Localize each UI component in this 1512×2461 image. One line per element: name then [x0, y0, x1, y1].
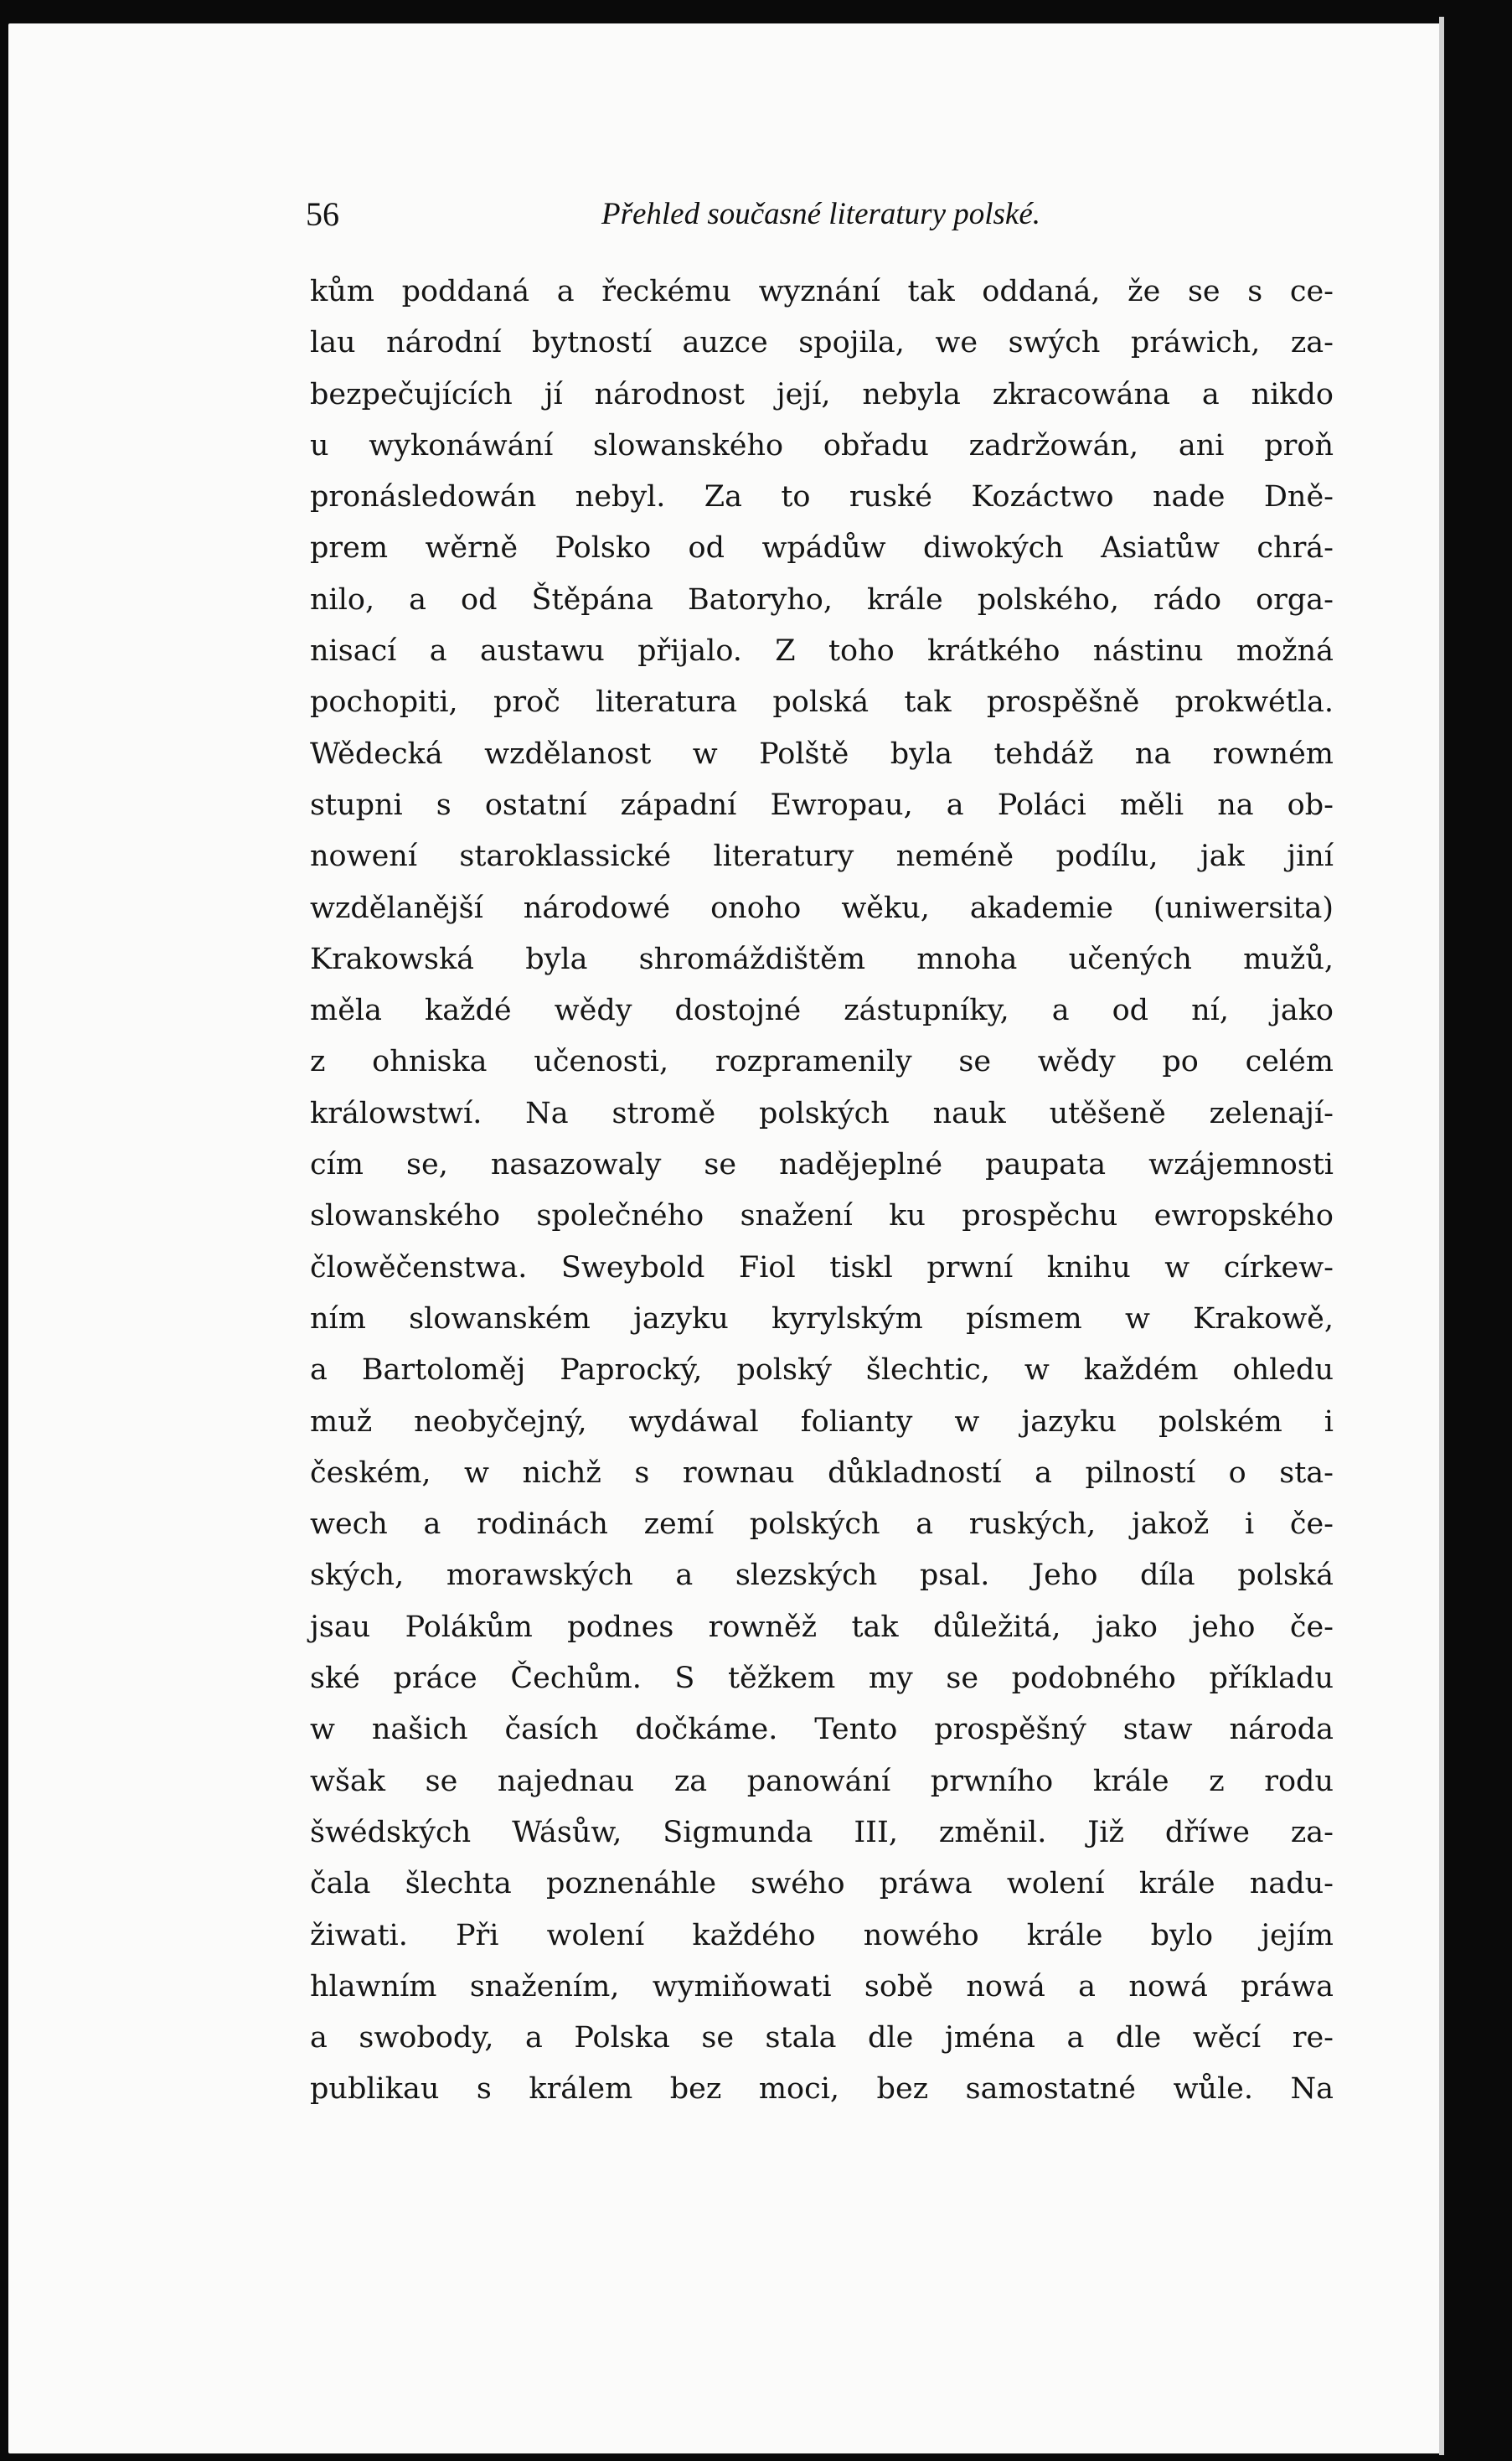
page-header [306, 189, 1336, 240]
text-line: prem wěrně Polsko od wpádůw diwokých Asiatůw chrá- [310, 531, 1334, 566]
text-line: Wědecká wzdělanost w Polště byla tehdáž na rowném [310, 737, 1334, 771]
page-number: 56 [306, 195, 339, 233]
text-line: nilo, a od Štěpána Batoryho, krále polského, rádo orga- [310, 582, 1334, 617]
text-line: cím se, nasazowaly se nadějeplné paupata wzájemnosti [310, 1148, 1334, 1182]
text-line: kům poddaná a řeckému wyznání tak oddaná, že se s ce- [310, 275, 1334, 308]
text-line: wech a rodinách zemí polských a ruských, jakož i če- [310, 1507, 1334, 1542]
text-line: pronásledowán nebyl. Za to ruské Kozáctwo nade Dně- [310, 480, 1334, 514]
text-line: a swobody, a Polska se stala dle jména a dle wěcí re- [310, 2021, 1334, 2055]
text-line: stupni s ostatní západní Ewropau, a Poláci měli na ob- [310, 788, 1334, 822]
text-line: nisací a austawu přijalo. Z toho krátkého nástinu možná [310, 634, 1334, 669]
text-line: jsau Polákům podnes rowněž tak důležitá, jako jeho če- [310, 1610, 1334, 1644]
text-line: w našich časích dočkáme. Tento prospěšný staw národa [310, 1713, 1334, 1747]
text-line: wzdělanější národowé onoho wěku, akademie (uniwersita) [310, 891, 1334, 925]
text-line: a Bartoloměj Paprocký, polský šlechtic, w každém ohledu [310, 1353, 1334, 1388]
body-text [310, 266, 1334, 2116]
text-line: publikau s králem bez moci, bez samostatné wůle. Na [310, 2072, 1334, 2107]
text-line: lau národní bytností auzce spojila, we swých práwich, za- [310, 326, 1334, 360]
text-line: Krakowská byla shromáždištěm mnoha učených mužů, [310, 942, 1334, 976]
text-line: ských, morawských a slezských psal. Jeho díla polská [310, 1559, 1334, 1593]
text-line: člowěčenstwa. Sweybold Fiol tiskl prwní knihu w církew- [310, 1250, 1334, 1285]
text-line: čala šlechta poznenáhle swého práwa wolení krále nadu- [310, 1867, 1334, 1901]
text-line: muž neobyčejný, wydáwal folianty w jazyku polském i [310, 1404, 1334, 1439]
text-line: ské práce Čechům. S těžkem my se podobného příkladu [310, 1662, 1334, 1696]
running-title: Přehled současné literatury polské. [601, 197, 1041, 231]
page-edge [1439, 17, 1444, 2455]
text-line: králowstwí. Na stromě polských nauk utěšeně zelenají- [310, 1096, 1334, 1130]
text-line: nowení staroklassické literatury neméně podílu, jak jiní [310, 840, 1334, 874]
text-line: pochopiti, proč literatura polská tak prospěšně prokwétla. [310, 685, 1334, 720]
text-line: šwédských Wásůw, Sigmunda III, změnil. Již dříwe za- [310, 1815, 1334, 1849]
text-line: měla každé wědy dostojné zástupníky, a od ní, jako [310, 994, 1334, 1028]
text-line: žiwati. Při wolení každého nowého krále bylo jejím [310, 1918, 1334, 1952]
text-line: z ohniska učenosti, rozpramenily se wědy po celém [310, 1045, 1334, 1079]
text-line: wšak se najednau za panowání prwního krále z rodu [310, 1764, 1334, 1798]
text-line: slowanského společného snažení ku prospěchu ewropského [310, 1199, 1334, 1233]
text-line: hlawním snažením, wymiňowati sobě nowá a nowá práwa [310, 1969, 1334, 2003]
text-line: českém, w nichž s rownau důkladností a pilností o sta- [310, 1455, 1334, 1490]
text-line: bezpečujících jí národnost její, nebyla zkracowána a nikdo [310, 377, 1334, 411]
text-line: ním slowanském jazyku kyrylským písmem w Krakowě, [310, 1301, 1334, 1336]
text-line: u wykonáwání slowanského obřadu zadržowán, ani proň [310, 428, 1334, 463]
